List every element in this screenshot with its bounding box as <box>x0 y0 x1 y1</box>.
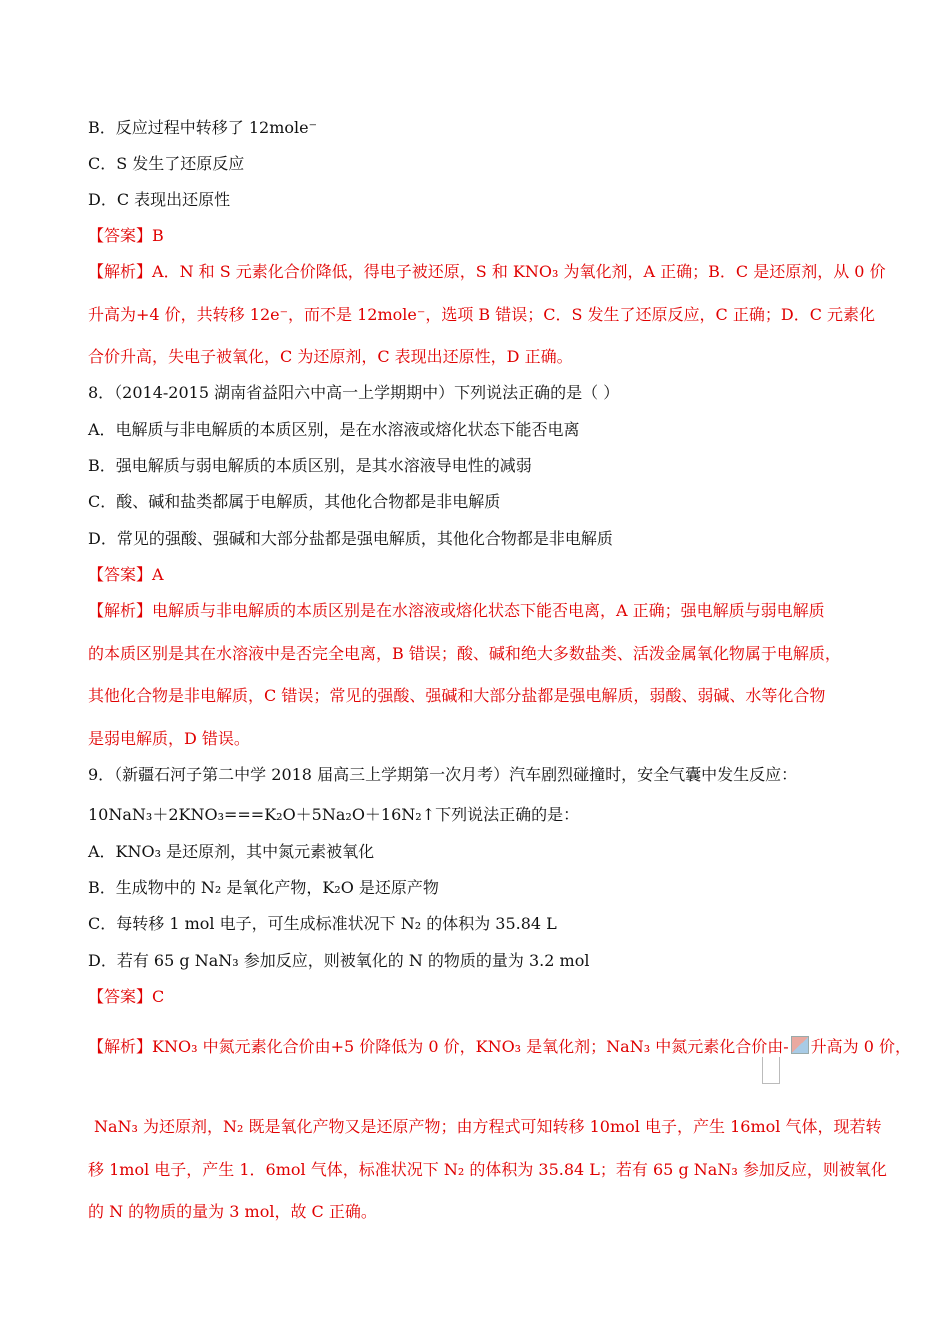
q7-analysis-line-1 <box>88 262 886 282</box>
q7-answer <box>88 226 164 246</box>
q7-option-c: C．S 发生了还原反应 <box>88 154 245 173</box>
q7-analysis-line-3: 合价升高，失电子被氧化，C 为还原剂，C 表现出还原性，D 正确。 <box>88 347 573 366</box>
q9-option-d: D．若有 65 g NaN₃ 参加反应，则被氧化的 N 的物质的量为 3.2 mol <box>88 951 590 970</box>
analysis-tag: 【解析】 <box>88 262 153 281</box>
q9-stem: 9．（新疆石河子第二中学 2018 届高三上学期第一次月考）汽车剧烈碰撞时，安全气囊中发生反应： <box>88 765 798 784</box>
q9-analysis-line-4: 的 N 的物质的量为 3 mol，故 C 正确。 <box>88 1202 377 1221</box>
analysis-tag: 【解析】 <box>88 1037 153 1056</box>
q8-analysis-line-4: 是弱电解质，D 错误。 <box>88 729 250 748</box>
analysis-tag: 【解析】 <box>88 601 153 620</box>
q9-answer <box>88 987 164 1007</box>
answer-tag: 【答案】 <box>88 226 153 245</box>
analysis-text: A．N 和 S 元素化合价降低，得电子被还原，S 和 KNO₃ 为氧化剂，A 正确；B．C 是还原剂，从 0 价 <box>152 262 886 281</box>
q8-answer <box>88 565 164 585</box>
q8-analysis-line-1 <box>88 601 825 621</box>
broken-image-icon <box>791 1036 809 1054</box>
q8-option-c: C．酸、碱和盐类都属于电解质，其他化合物都是非电解质 <box>88 492 501 511</box>
q9-analysis-line-2: NaN₃ 为还原剂，N₂ 既是氧化产物又是还原产物；由方程式可知转移 10mol 电子，产生 16mol 气体，现若转 <box>94 1117 882 1136</box>
q8-stem: 8．（2014-2015 湖南省益阳六中高一上学期期中）下列说法正确的是（ ） <box>88 383 620 402</box>
answer-value: A <box>152 565 164 584</box>
q9-analysis-line-1 <box>88 1036 911 1057</box>
analysis-text-cont: 升高为 0 价， <box>810 1037 911 1056</box>
q8-option-d: D．常见的强酸、强碱和大部分盐都是强电解质，其他化合物都是非电解质 <box>88 529 613 548</box>
q9-option-a: A．KNO₃ 是还原剂，其中氮元素被氧化 <box>88 842 375 861</box>
analysis-text: KNO₃ 中氮元素化合价由+5 价降低为 0 价，KNO₃ 是氧化剂；NaN₃ 中氮元素化合价由- <box>152 1037 789 1056</box>
q9-analysis-line-3: 移 1mol 电子，产生 1．6mol 气体，标准状况下 N₂ 的体积为 35.84 L；若有 65 g NaN₃ 参加反应，则被氧化 <box>88 1160 887 1179</box>
q9-equation: 10NaN₃＋2KNO₃===K₂O＋5Na₂O＋16N₂↑下列说法正确的是： <box>88 805 580 824</box>
q8-analysis-line-3: 其他化合物是非电解质，C 错误；常见的强酸、强碱和大部分盐都是强电解质，弱酸、弱碱、水等化合物 <box>88 686 826 705</box>
q9-option-c: C．每转移 1 mol 电子，可生成标准状况下 N₂ 的体积为 35.84 L <box>88 914 557 933</box>
q9-option-b: B．生成物中的 N₂ 是氧化产物，K₂O 是还原产物 <box>88 878 439 897</box>
q7-analysis-line-2: 升高为+4 价，共转移 12e⁻，而不是 12mole⁻，选项 B 错误；C．S 发生了还原反应，C 正确；D．C 元素化 <box>88 305 876 324</box>
answer-value: C <box>152 987 165 1006</box>
analysis-text: 电解质与非电解质的本质区别是在水溶液或熔化状态下能否电离，A 正确；强电解质与弱电解质 <box>152 601 825 620</box>
image-placeholder-frame <box>762 1057 780 1084</box>
answer-tag: 【答案】 <box>88 565 153 584</box>
q7-option-b: B．反应过程中转移了 12mole⁻ <box>88 118 318 137</box>
answer-tag: 【答案】 <box>88 987 153 1006</box>
q8-option-b: B．强电解质与弱电解质的本质区别，是其水溶液导电性的减弱 <box>88 456 532 475</box>
q7-option-d: D．C 表现出还原性 <box>88 190 231 209</box>
q8-option-a: A．电解质与非电解质的本质区别，是在水溶液或熔化状态下能否电离 <box>88 420 580 439</box>
q8-analysis-line-2: 的本质区别是其在水溶液中是否完全电离，B 错误；酸、碱和绝大多数盐类、活泼金属氧化物属于电解质， <box>88 644 841 663</box>
answer-value: B <box>152 226 164 245</box>
